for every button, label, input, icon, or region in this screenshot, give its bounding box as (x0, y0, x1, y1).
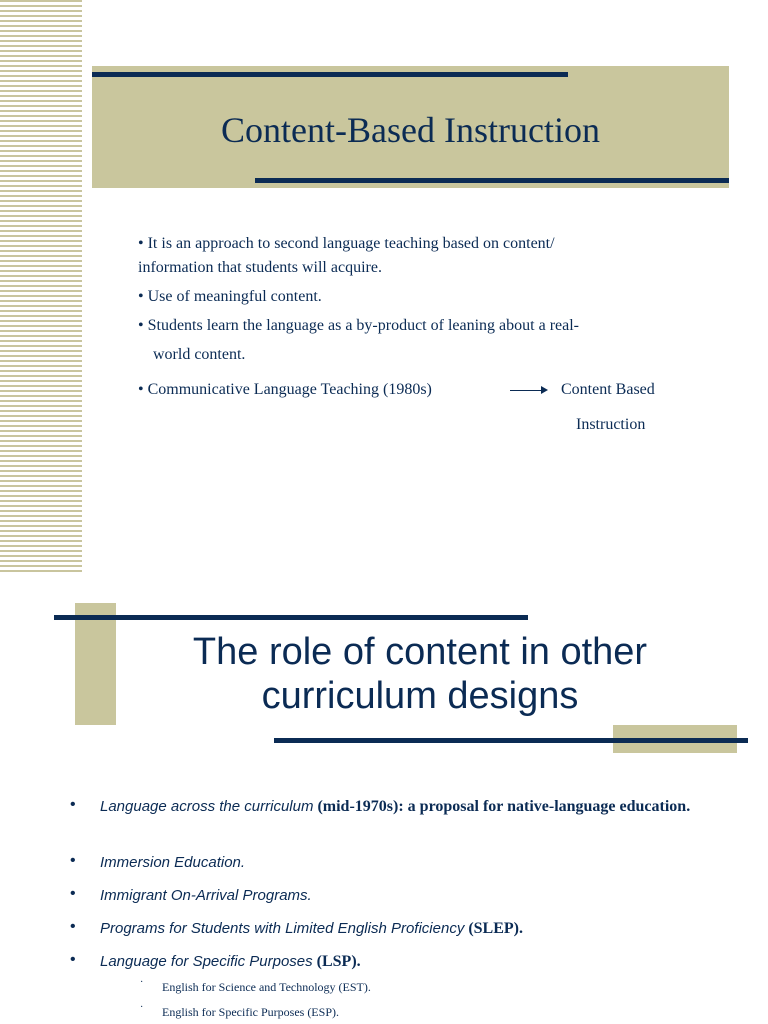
item-text: (SLEP). (464, 920, 523, 937)
item-italic-text: Programs for Students with Limited English Proficiency (100, 920, 465, 937)
striped-margin-decoration (0, 0, 82, 572)
bullet-icon: • (70, 852, 76, 869)
bullet-icon: • (70, 885, 76, 902)
arrow-target-text: Content Based (561, 381, 655, 398)
slide1-title: Content-Based Instruction (221, 110, 600, 150)
bullet-text: • Students learn the language as a by-product of leaning about a real- (138, 317, 579, 334)
arrow-line (510, 390, 544, 391)
sub-bullet-icon: · (140, 1002, 144, 1013)
sub-item-text: English for Science and Technology (EST). (162, 980, 371, 994)
arrow-icon (541, 386, 548, 394)
bullet-icon: • (70, 918, 76, 935)
bullet-icon: • (70, 796, 76, 813)
bullet-text: world content. (153, 346, 246, 363)
sub-bullet-icon: · (140, 977, 144, 988)
bullet-icon: • (70, 951, 76, 968)
bottom-rule-2 (274, 738, 748, 743)
title-line: The role of content in other (192, 631, 648, 673)
bullet-text: • Use of meaningful content. (138, 288, 322, 305)
bottom-rule (255, 178, 729, 183)
bullet-text: information that students will acquire. (138, 259, 382, 276)
slide2-title (160, 630, 680, 718)
item-italic-text: Immigrant On-Arrival Programs. (100, 887, 312, 904)
item-text: (LSP). (312, 953, 361, 970)
item-italic-text: Language across the curriculum (100, 798, 314, 815)
top-rule (92, 72, 568, 77)
item-italic-text: Immersion Education. (100, 854, 246, 871)
arrow-target-text: Instruction (576, 416, 646, 433)
sub-item-text: English for Specific Purposes (ESP). (162, 1005, 339, 1019)
bullet-text: • It is an approach to second language teaching based on content/ (138, 235, 555, 252)
top-rule-2 (54, 615, 528, 620)
bullet-text: • Communicative Language Teaching (1980s) (138, 381, 432, 398)
item-italic-text: Language for Specific Purposes (100, 953, 313, 970)
accent-square-left (75, 603, 116, 725)
item-text: (mid-1970s): a proposal for native-language education. (313, 798, 691, 815)
title-line: curriculum designs (261, 675, 579, 717)
